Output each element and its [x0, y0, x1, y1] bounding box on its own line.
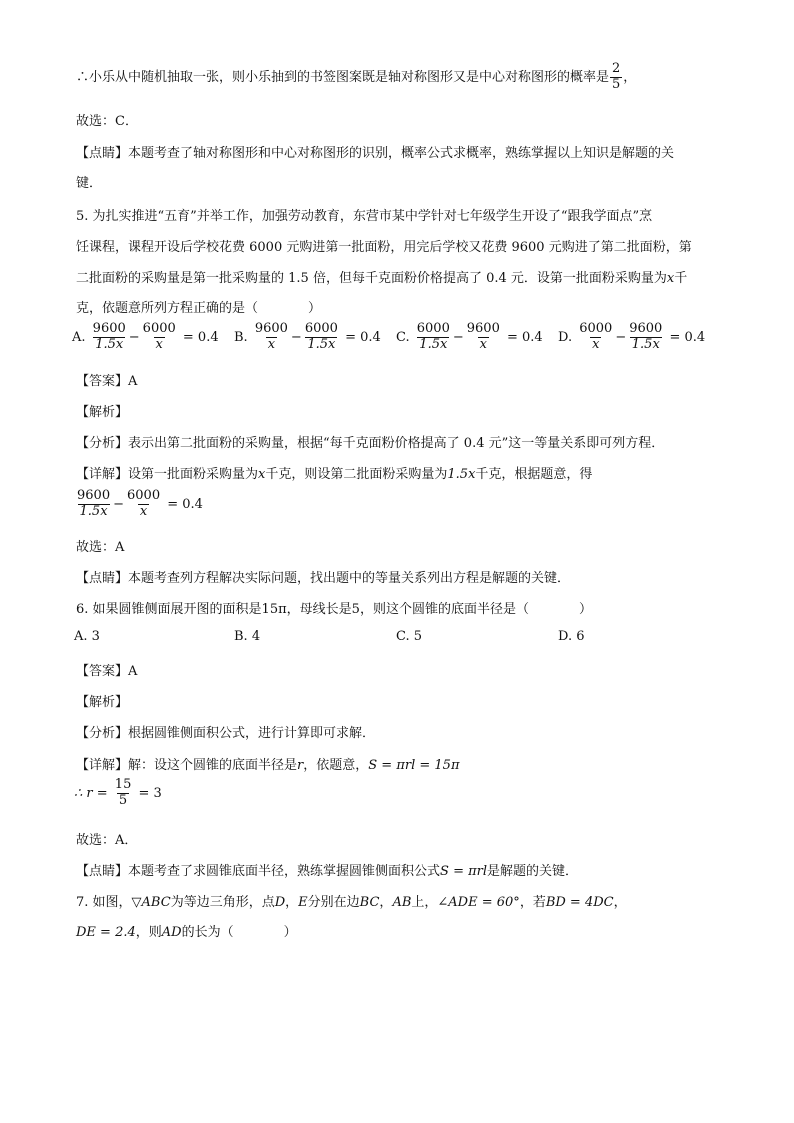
- q5-option-c: C. $\frac{6000}{1.5x}$ − $\frac{9600}{x}$ = 0.4: [396, 321, 543, 352]
- q6-stem: 6. 如果圆锥侧面展开图的面积是15π，母线长是5，则这个圆锥的底面半径是（ ）: [76, 602, 592, 617]
- q5-fenxi: 【分析】表示出第二批面粉的采购量，根据“每千克面粉价格提高了 0.4 元”这一等量关系即可列方程．: [76, 436, 665, 451]
- q6-answer: 【答案】A: [76, 664, 138, 679]
- q4-conclusion-text: ∴小乐从中随机抽取一张，则小乐抽到的书签图案既是轴对称图形又是中心对称图形的概率是: [76, 69, 610, 85]
- q6-option-c: C. 5: [396, 629, 423, 644]
- q6-calculation: ∴ r = $\frac{15}{5}$ = 3: [74, 777, 162, 808]
- q5-answer: 【答案】A: [76, 374, 138, 389]
- q5-xiangjie: 【详解】设第一批面粉采购量为x千克，则设第二批面粉采购量为1.5x千克，根据题意，得: [76, 467, 593, 482]
- q6-xiangjie: 【详解】解：设这个圆锥的底面半径是r，依题意，S = πrl = 15π: [76, 758, 460, 773]
- q5-stem-line2: 饪课程，课程开设后学校花费 6000 元购进第一批面粉，用完后学校又花费 9600 元购进了第二批面粉，第: [76, 240, 692, 255]
- q5-stem-line4: 克，依题意所列方程正确的是（ ）: [76, 301, 322, 316]
- q6-dianjing: 【点睛】本题考查了求圆锥底面半径，熟练掌握圆锥侧面积公式S = πrl是解题的关键．: [76, 864, 579, 879]
- q4-conclusion-line: ∴小乐从中随机抽取一张，则小乐抽到的书签图案既是轴对称图形又是中心对称图形的概率是 $\frac{2}{5}$ ，: [76, 61, 637, 92]
- q5-choice: 故选：A: [76, 540, 125, 555]
- q5-jiexi: 【解析】: [76, 405, 129, 420]
- q5-dianjing: 【点睛】本题考查列方程解决实际问题，找出题中的等量关系列出方程是解题的关键．: [76, 571, 571, 586]
- q4-dianjing-line1: 【点睛】本题考查了轴对称图形和中心对称图形的识别，概率公式求概率，熟练掌握以上知识是解题的关: [76, 146, 675, 161]
- q6-option-b: B. 4: [234, 629, 261, 644]
- q5-equation: $\frac{9600}{1.5x}$ − $\frac{6000}{x}$ = 0.4: [77, 488, 203, 519]
- q4-choice: 故选：C．: [76, 114, 138, 129]
- q5-option-d: D. $\frac{6000}{x}$ − $\frac{9600}{1.5x}$ = 0.4: [558, 321, 706, 352]
- q5-option-a: A. $\frac{9600}{1.5x}$ − $\frac{6000}{x}$ = 0.4: [72, 321, 219, 352]
- q7-stem-line1: 7. 如图，▽ABC为等边三角形，点D，E分别在边BC，AB上，∠ADE = 60°，若BD = 4DC，: [76, 895, 627, 910]
- q6-jiexi: 【解析】: [76, 695, 129, 710]
- q4-probability-fraction: $\frac{2}{5}$: [612, 61, 621, 92]
- q5-stem-line3: 二批面粉的采购量是第一批采购量的 1.5 倍，但每千克面粉价格提高了 0.4 元．设第一批面粉采购量为x千: [76, 271, 688, 286]
- q6-option-a: A. 3: [74, 629, 100, 644]
- q6-choice: 故选：A．: [76, 833, 138, 848]
- q7-stem-line2: DE = 2.4，则AD的长为（ ）: [76, 925, 297, 940]
- q5-option-b: B. $\frac{9600}{x}$ − $\frac{6000}{1.5x}$ = 0.4: [234, 321, 381, 352]
- q4-dianjing-line2: 键．: [76, 176, 103, 191]
- q6-fenxi: 【分析】根据圆锥侧面积公式，进行计算即可求解．: [76, 726, 376, 741]
- q6-option-d: D. 6: [558, 629, 585, 644]
- q5-stem-line1: 5. 为扎实推进“五育”并举工作，加强劳动教育，东营市某中学针对七年级学生开设了“跟我学面点”烹: [76, 209, 653, 224]
